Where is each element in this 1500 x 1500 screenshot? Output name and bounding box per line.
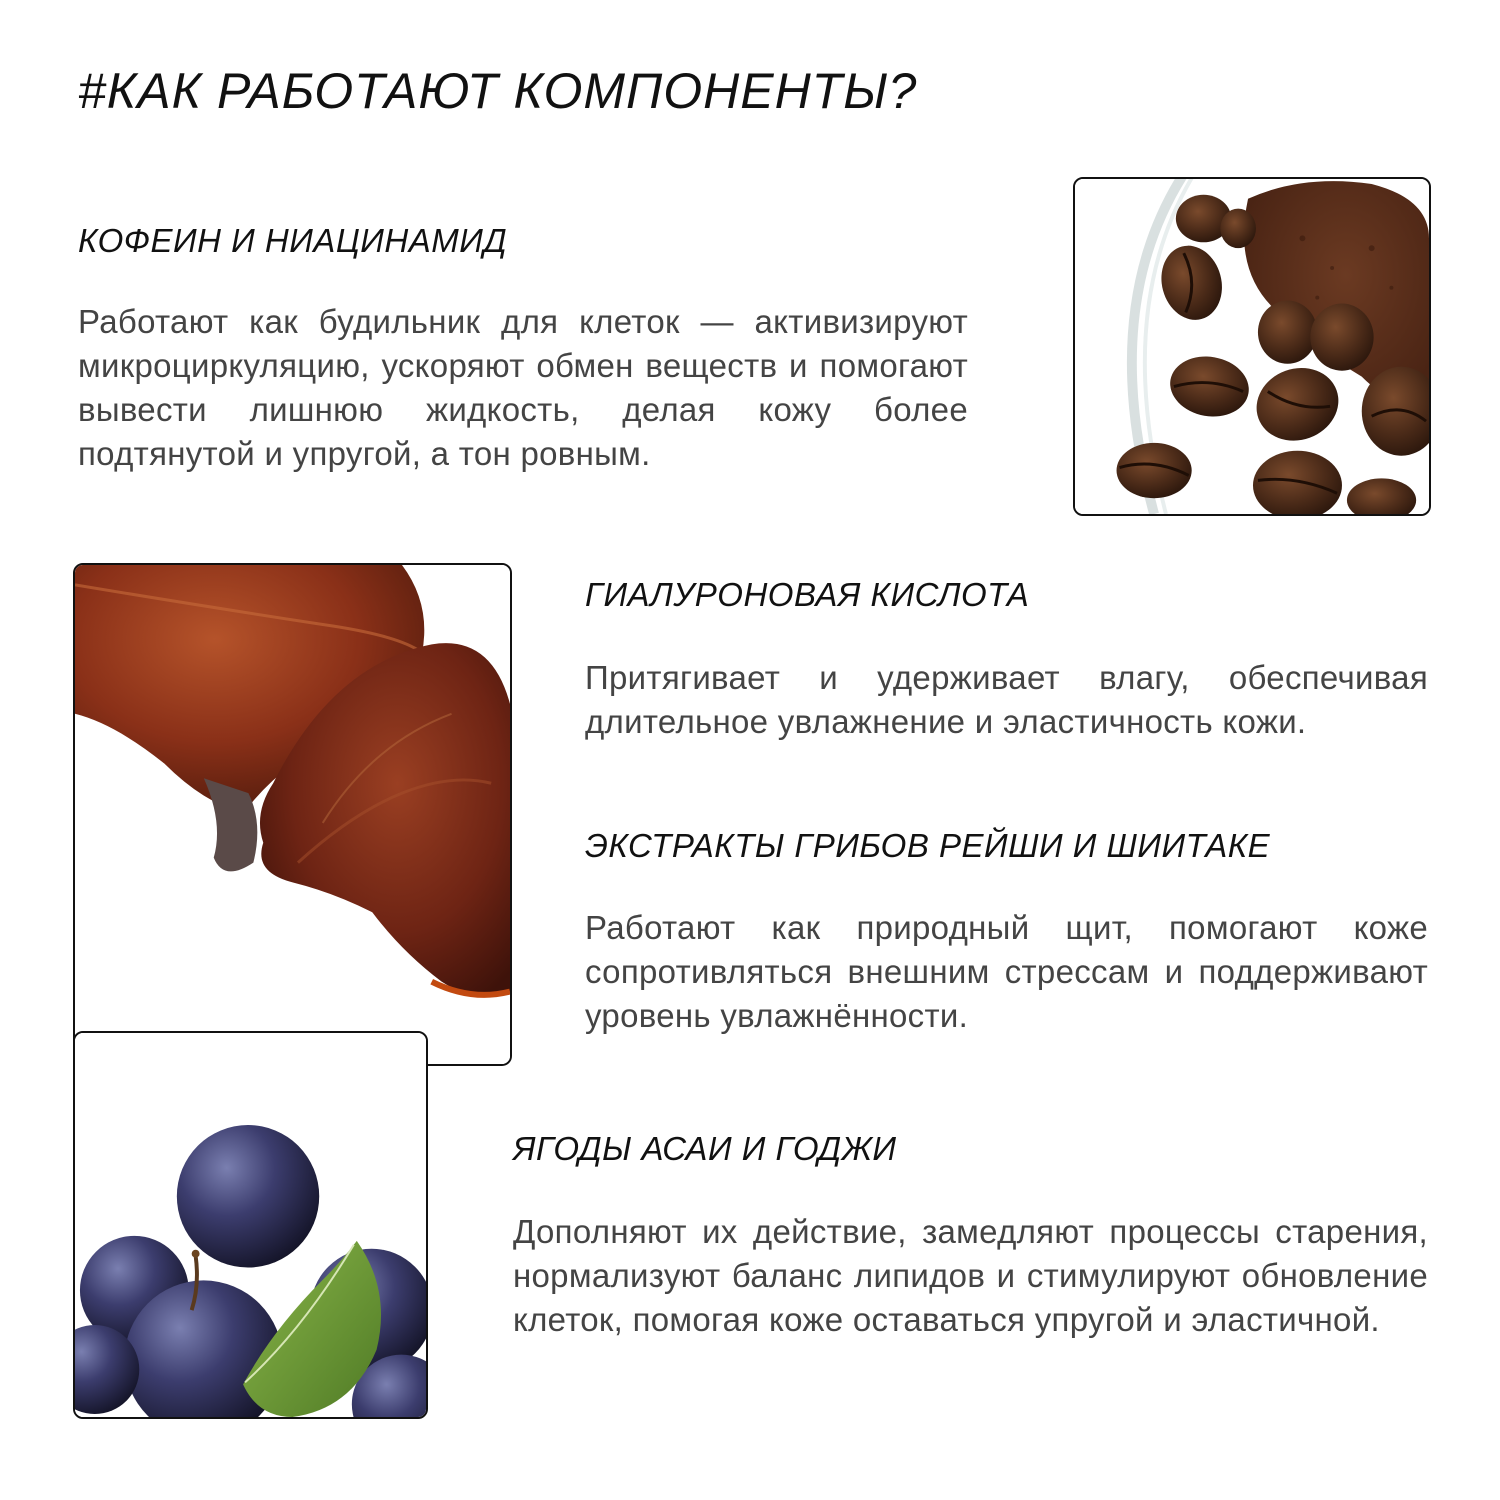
section-text-berries: Дополняют их действие, замедляют процессы старения, нормализуют баланс липидов и стимулируют обновление клеток, помогая коже оставаться упругой и эластичной. (513, 1213, 1428, 1338)
berries-illustration (75, 1033, 426, 1417)
section-text-mushroom: Работают как природный щит, помогают коже сопротивляться внешним стрессам и поддерживают уровень увлажнённости. (585, 909, 1428, 1034)
reishi-mushroom-illustration (75, 565, 510, 1064)
coffee-beans-illustration (1075, 179, 1429, 514)
page-title: #КАК РАБОТАЮТ КОМПОНЕНТЫ? (78, 63, 918, 119)
berries-image (73, 1031, 428, 1419)
coffee-beans-image (1073, 177, 1431, 516)
section-text-hyaluronic: Притягивает и удерживает влагу, обеспечивая длительное увлажнение и эластичность кожи. (585, 659, 1428, 740)
section-heading-caffeine: КОФЕИН И НИАЦИНАМИД (78, 222, 508, 259)
section-text-caffeine: Работают как будильник для клеток — активизируют микроциркуляцию, ускоряют обмен веществ и помогают вывести лишнюю жидкость, делая кожу более подтянутой и упругой, а тон ровным. (78, 303, 968, 472)
section-heading-hyaluronic: ГИАЛУРОНОВАЯ КИСЛОТА (585, 576, 1030, 613)
section-heading-berries: ЯГОДЫ АСАИ И ГОДЖИ (513, 1130, 897, 1167)
section-heading-mushroom: ЭКСТРАКТЫ ГРИБОВ РЕЙШИ И ШИИТАКЕ (585, 827, 1271, 864)
reishi-mushroom-image (73, 563, 512, 1066)
